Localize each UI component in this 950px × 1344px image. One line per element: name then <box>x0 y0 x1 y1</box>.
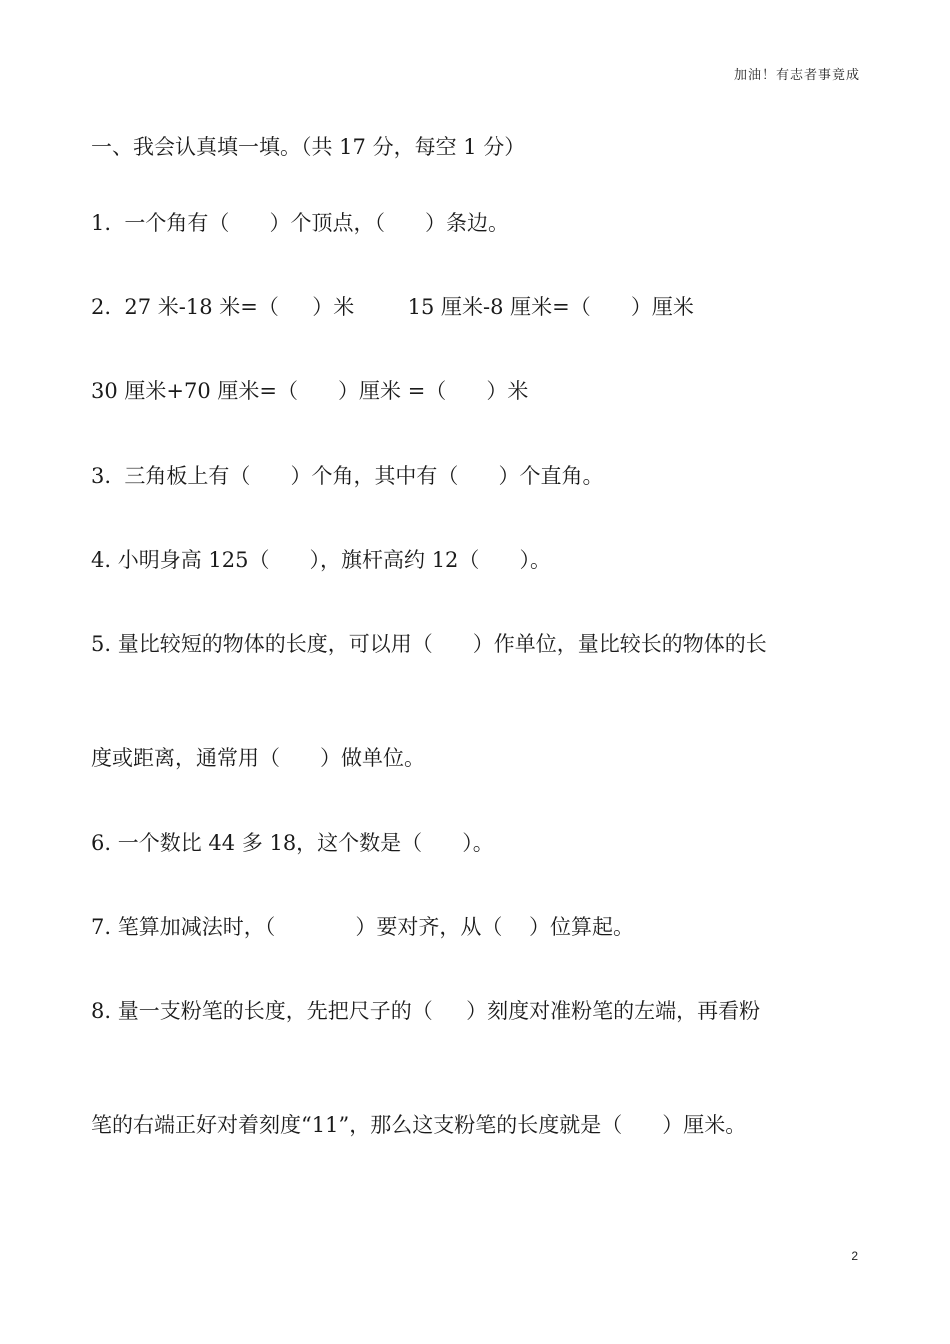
section-title: 一、我会认真填一填。（共 17 分，每空 1 分） <box>91 135 526 159</box>
question-3-line-1: 3. 三角板上有（ ）个角，其中有（ ）个直角。 <box>91 464 604 488</box>
question-5-line-1: 5. 量比较短的物体的长度，可以用（ ）作单位，量比较长的物体的长 <box>91 632 767 656</box>
question-5-line-2: 度或距离，通常用（ ）做单位。 <box>91 746 426 770</box>
question-1-line-1: 1. 一个角有（ ）个顶点，（ ）条边。 <box>91 211 509 235</box>
page-number: 2 <box>851 1249 858 1263</box>
question-8-line-2: 笔的右端正好对着刻度“11”，那么这支粉笔的长度就是（ ）厘米。 <box>91 1113 747 1137</box>
question-2-line-1: 2. 27 米-18 米=（ ）米 15 厘米-8 厘米=（ ）厘米 <box>91 295 694 319</box>
question-7-line-1: 7. 笔算加减法时，（ ）要对齐，从（ ）位算起。 <box>91 915 635 939</box>
question-6-line-1: 6. 一个数比 44 多 18，这个数是（ ）。 <box>91 831 494 855</box>
question-4-line-1: 4. 小明身高 125（ ），旗杆高约 12（ ）。 <box>91 548 551 572</box>
question-8-line-1: 8. 量一支粉笔的长度，先把尺子的（ ）刻度对准粉笔的左端，再看粉 <box>91 999 761 1023</box>
question-2-line-2: 30 厘米+70 厘米=（ ）厘米 =（ ）米 <box>91 379 529 403</box>
header-motto: 加油！有志者事竟成 <box>733 68 860 83</box>
